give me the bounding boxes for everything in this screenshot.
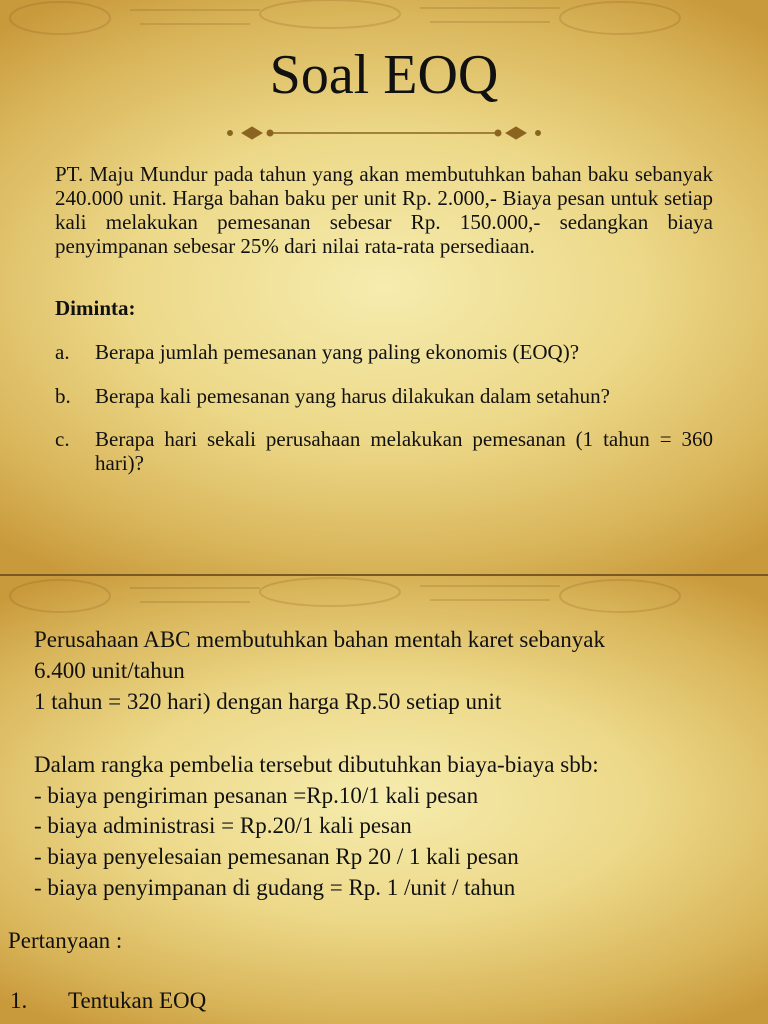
cost-item: - biaya penyimpanan di gudang = Rp. 1 /unit / tahun	[34, 875, 516, 900]
slide-2	[0, 576, 768, 1024]
question-label: c.	[55, 427, 70, 451]
text-line: 1 tahun = 320 hari) dengan harga Rp.50 setiap unit	[34, 689, 502, 714]
question-label: a.	[55, 340, 70, 364]
question-text: Berapa kali pemesanan yang harus dilakukan dalam setahun?	[95, 384, 610, 408]
task-text: Tentukan EOQ	[68, 988, 207, 1013]
cost-item: - biaya administrasi = Rp.20/1 kali pesan	[34, 813, 412, 838]
question-label: b.	[55, 384, 71, 408]
question-text: Berapa hari sekali perusahaan melakukan pemesanan (1 tahun = 360 hari)?	[95, 427, 713, 475]
question-text: Berapa jumlah pemesanan yang paling ekonomis (EOQ)?	[95, 340, 580, 364]
postmark-watermark	[0, 0, 768, 40]
task-number: 1.	[10, 988, 28, 1013]
pertanyaan-heading: Pertanyaan :	[8, 928, 123, 953]
cost-item: - biaya pengiriman pesanan =Rp.10/1 kali pesan	[34, 783, 479, 808]
cost-item: - biaya penyelesaian pemesanan Rp 20 / 1 kali pesan	[34, 844, 519, 869]
slide-title: Soal EOQ	[269, 44, 499, 106]
text-line: 6.400 unit/tahun	[34, 658, 185, 683]
ornament-divider	[222, 122, 546, 144]
problem-paragraph: PT. Maju Mundur pada tahun yang akan membutuhkan bahan baku sebanyak 240.000 unit. Harga bahan baku per unit Rp. 2.000,- Biaya pesan untuk setiap kali melakukan pemesanan sebesar Rp. 150.000,- sedangkan biaya penyimpanan sebesar 25% dari nilai rata-rata persediaan.	[55, 162, 713, 258]
diminta-heading: Diminta:	[55, 296, 136, 320]
postmark-watermark	[0, 576, 768, 616]
costs-intro: Dalam rangka pembelia tersebut dibutuhkan biaya-biaya sbb:	[34, 752, 599, 777]
text-line: Perusahaan ABC membutuhkan bahan mentah karet sebanyak	[34, 627, 606, 652]
